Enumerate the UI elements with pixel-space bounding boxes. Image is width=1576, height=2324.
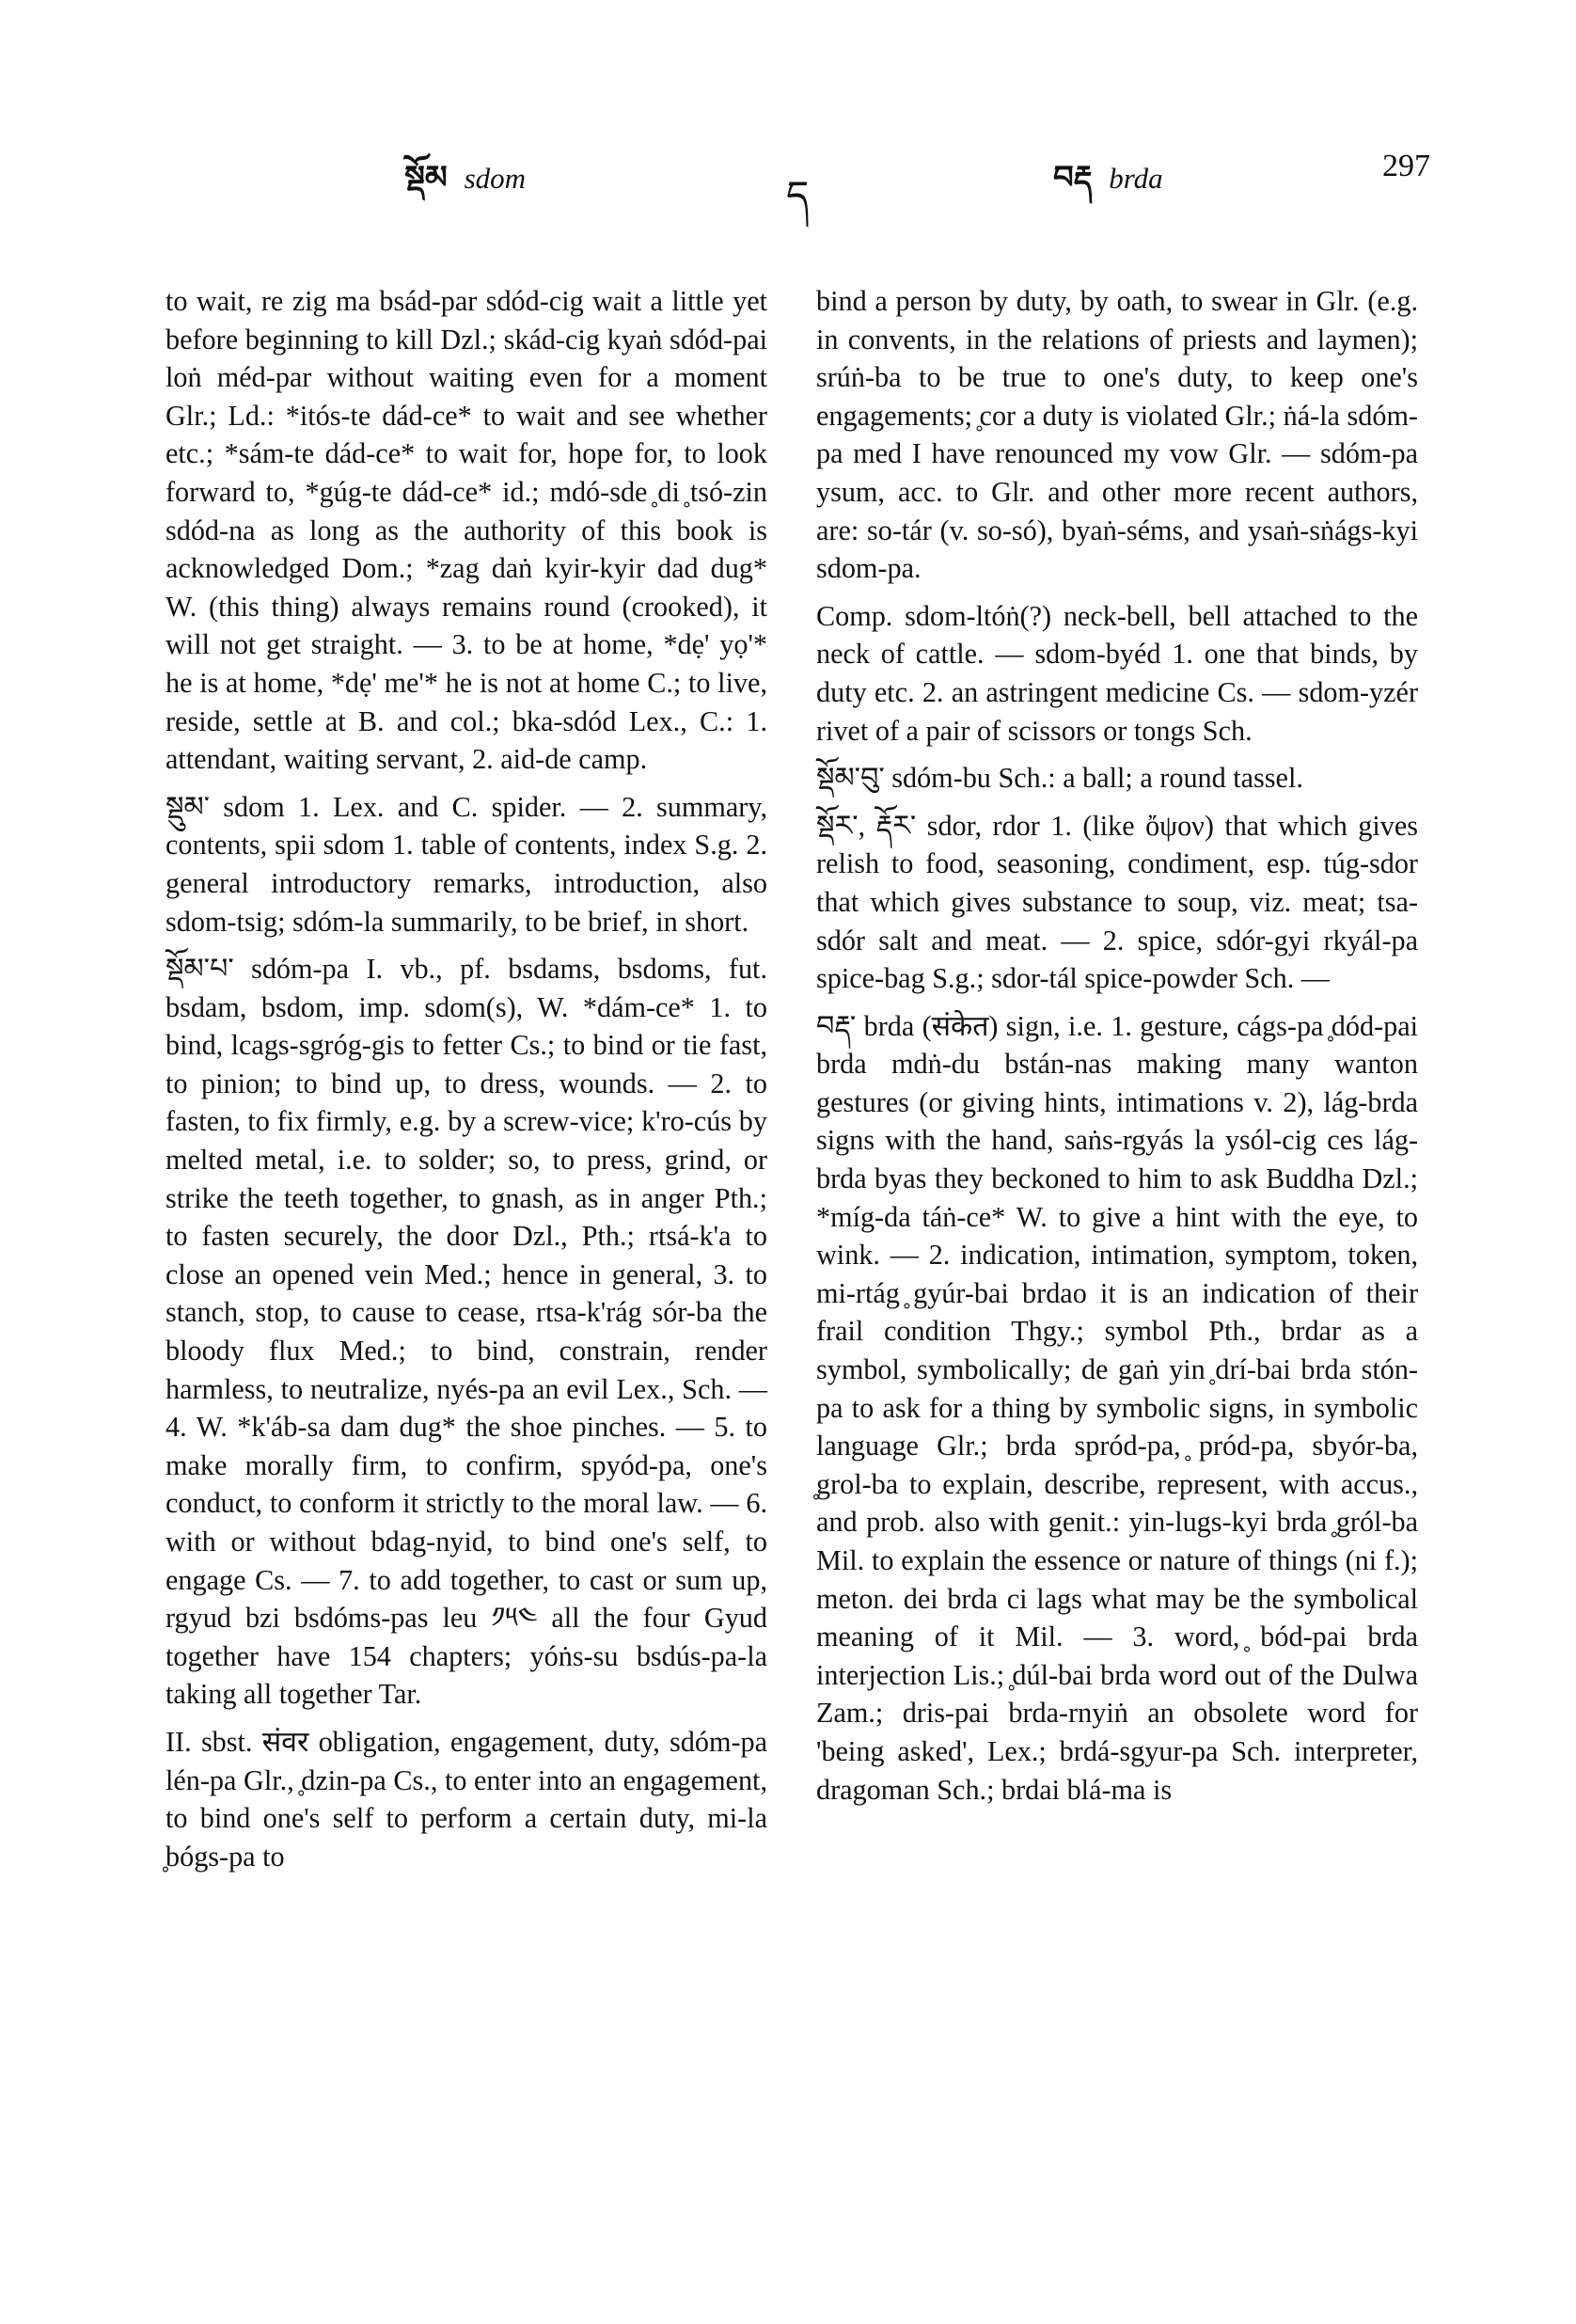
running-head-left xyxy=(404,141,526,231)
left-column xyxy=(165,282,767,1875)
left-entry-sdom-pa: སྡོམ་པ་ sdóm-pa I. vb., pf. bsdams, bsdoms, fut. bsdam, bsdom, imp. sdom(s), W. *dám-ce* 1. to bind, lcags-sgróg-gis to fetter Cs.; to bind or tie fast, to pinion; to bind up, to dress, wounds. — 2. to fasten, to fix firmly, e.g. by a screw-vice; k'ro-cús by melted metal, i.e. to solder; so, to press, grind, or strike the teeth together, to gnash, as in anger Pth.; to fasten securely, the door Dzl., Pth.; rtsá-k'a to close an opened vein Med.; hence in general, 3. to stanch, stop, to cause to cease, rtsa-k'rág sór-ba the bloody flux Med.; to bind, constrain, render harmless, to neutralize, nyés-pa an evil Lex., Sch. — 4. W. *k'áb-sa dam dug* the shoe pinches. — 5. to make morally firm, to confirm, spyód-pa, one's conduct, to conform it strictly to the moral law. — 6. with or without bdag-nyid, to bind one's self, to engage Cs. — 7. to add together, to cast or sum up, rgyud bzi bsdóms-pas leu ༡༥༤ all the four Gyud together have 154 chapters; yóṅs-su bsdús-pa-la taking all together Tar. xyxy=(165,953,767,1711)
right-column xyxy=(816,282,1418,1809)
running-head-right-tibetan: བརྡ xyxy=(1053,159,1093,197)
running-head-left-translit: sdom xyxy=(464,162,527,195)
running-head-right xyxy=(1053,141,1163,231)
right-entry-bind-continued: bind a person by duty, by oath, to swear in Glr. (e.g. in convents, in the relations of priests and laymen); srúṅ-ba to be true to one's duty, to keep one's engagements; ̥cor a duty is violated Glr.; ṅá-la sdóm-pa med I have renounced my vow Glr. — sdóm-pa ysum, acc. to Glr. and other more recent authors, are: so-tár (v. so-só), byaṅ-séms, and ysaṅ-sṅágs-kyi sdom-pa. xyxy=(816,285,1418,585)
right-entry-sdom-bu: སྡོམ་བུ་ sdóm-bu Sch.: a ball; a round tassel. xyxy=(816,762,1303,795)
running-head-right-translit: brda xyxy=(1109,162,1163,195)
running-head-left-tibetan: སྡོམ xyxy=(404,159,448,197)
left-entry-sdom: སྡུམ་ sdom 1. Lex. and C. spider. — 2. summary, contents, spii sdom 1. table of contents, index S.g. 2. general introductory remarks, introduction, also sdom-tsig; sdóm-la summarily, to be brief, in short. xyxy=(165,790,767,938)
right-entry-compounds: Comp. sdom-ltóṅ(?) neck-bell, bell attached to the neck of cattle. — sdom-byéd 1. one that binds, by duty etc. 2. an astringent medicine Cs. — sdom-yzér rivet of a pair of scissors or tongs Sch. xyxy=(816,599,1418,747)
right-entry-sdor: སྡོར་, རྡོར་ sdor, rdor 1. (like ὄψον) that which gives relish to food, seasoning, condiment, esp. túg-sdor that which gives substance to soup, viz. meat; tsa-sdór salt and meat. — 2. spice, sdór-gyi rkyál-pa spice-bag S.g.; sdor-tál spice-powder Sch. — xyxy=(816,809,1418,995)
left-entry-sdom-pa-noun: II. sbst. संवर obligation, engagement, duty, sdóm-pa lén-pa Glr., ̥dzin-pa Cs., to enter into an engagement, to bind one's self to perform a certain duty, mi-la ̥bógs-pa to xyxy=(165,1725,767,1873)
page-number: 297 xyxy=(1382,149,1430,183)
running-head-center: ད xyxy=(786,172,810,218)
left-entry-wait-continued: to wait, re zig ma bsád-par sdód-cig wait a little yet before beginning to kill Dzl.; skád-cig kyaṅ sdód-pai loṅ méd-par without waiting even for a moment Glr.; Ld.: *itós-te dád-ce* to wait and see whether etc.; *sám-te dád-ce* to wait for, hope for, to look forward to, *gúg-te dád-ce* id.; mdó-sde ̥di ̥tsó-zin sdód-na as long as the authority of this book is acknowledged Dom.; *zag daṅ kyir-kyir dad dug* W. (this thing) always remains round (crooked), it will not get straight. — 3. to be at home, *dẹ' yọ'* he is at home, *dẹ' me'* he is not at home C.; to live, reside, settle at B. and col.; bka-sdód Lex., C.: 1. attendant, waiting servant, 2. aid-de camp. xyxy=(165,285,767,776)
right-entry-brda: བརྡ་ brda (संकेत) sign, i.e. 1. gesture, cágs-pa ̥dód-pai brda mdṅ-du bstán-nas making many wanton gestures (or giving hints, intimations v. 2), lág-brda signs with the hand, saṅs-rgyás la ysól-cig ces lág-brda byas they beckoned to him to ask Buddha Dzl.; *míg-da táṅ-ce* W. to give a hint with the eye, to wink. — 2. indication, intimation, symptom, token, mi-rtág ̥gyúr-bai brdao it is an indication of their frail condition Thgy.; symbol Pth., brdar as a symbol, symbolically; de gaṅ yin ̥drí-bai brda stón-pa to ask for a thing by symbolic signs, in symbolic language Glr.; brda spród-pa, ̥pród-pa, sbyór-ba, ̥grol-ba to explain, describe, represent, with accus., and prob. also with genit.: yin-lugs-kyi brda ̥gról-ba Mil. to explain the essence or nature of things (ni f.); meton. dei brda ci lags what may be the symbolical meaning of it Mil. — 3. word, ̥bód-pai brda interjection Lis.; ̥dúl-bai brda word out of the Dulwa Zam.; dris-pai brda-rnyiṅ an obsolete word for 'being asked', Lex.; brdá-sgyur-pa Sch. interpreter, dragoman Sch.; brdai blá-ma is xyxy=(816,1009,1418,1806)
